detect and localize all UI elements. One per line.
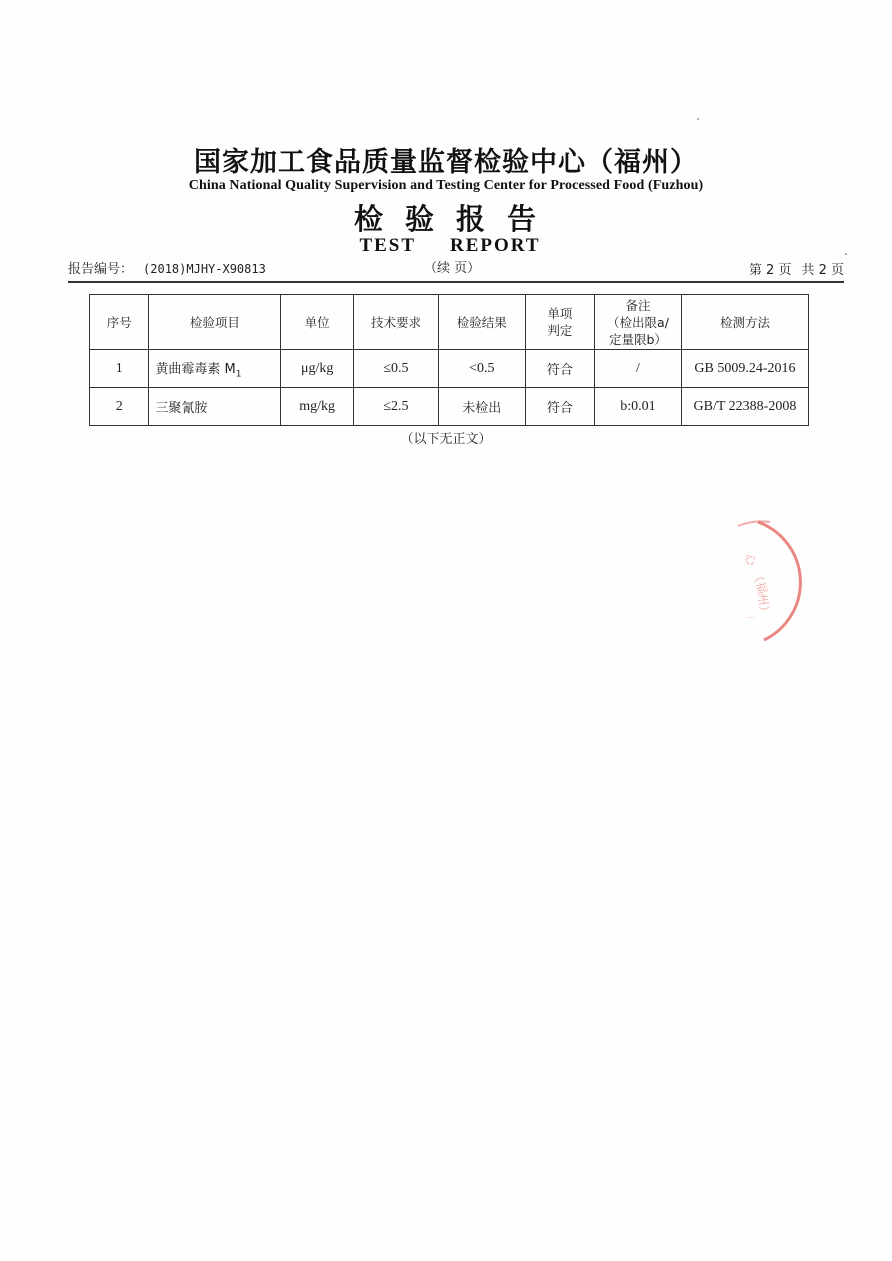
cell-remark: b:0.01 <box>595 388 682 426</box>
page-current: 第 2 页 <box>748 263 792 278</box>
seal-stamp-icon <box>708 512 848 652</box>
continuation-label: （续 页） <box>424 261 481 276</box>
results-table <box>89 294 809 426</box>
end-of-content-note: （以下无正文） <box>400 432 492 447</box>
report-number-value: (2018)MJHY-X90813 <box>143 262 266 276</box>
cell-judgement: 符合 <box>525 388 594 426</box>
report-number <box>68 258 266 277</box>
header-remark <box>595 295 682 350</box>
cell-result: 未检出 <box>438 388 525 426</box>
header-divider <box>68 281 844 283</box>
header-no: 序号 <box>90 295 149 350</box>
report-title-cn: 检验报告 <box>353 202 558 236</box>
page-indicator <box>749 259 844 278</box>
header-remark-line3: 定量限b） <box>609 331 667 347</box>
cell-unit: mg/kg <box>281 388 354 426</box>
header-remark-line1: 备注 <box>625 297 651 313</box>
page-total: 共 2 页 <box>801 263 844 278</box>
table-row <box>90 350 809 388</box>
header-judgement <box>525 295 594 350</box>
header-result: 检验结果 <box>438 295 525 350</box>
cell-item-text: 三聚氰胺 <box>155 401 208 416</box>
header-unit: 单位 <box>281 295 354 350</box>
svg-text:（福: （福 <box>749 568 770 596</box>
center-title-cn: 国家加工食品质量监督检验中心（福州） <box>194 147 698 178</box>
report-title-en-word2: REPORT <box>450 235 541 256</box>
cell-method: GB 5009.24-2016 <box>681 350 808 388</box>
cell-item-text: 黄曲霉毒素 M <box>155 361 236 377</box>
header-judgement-line1: 单项 <box>547 306 573 321</box>
report-number-label: 报告编号： <box>68 262 134 277</box>
cell-no: 1 <box>90 350 149 388</box>
cell-requirement: ≤0.5 <box>353 350 438 388</box>
report-title-en <box>0 235 892 257</box>
cell-item <box>149 388 281 426</box>
report-meta-row <box>68 256 844 278</box>
cell-no: 2 <box>90 388 149 426</box>
cell-judgement: 符合 <box>525 350 594 388</box>
cell-item-subscript: 1 <box>235 369 242 380</box>
cell-method: GB/T 22388-2008 <box>681 388 808 426</box>
header-remark-line2: （检出限a/ <box>607 314 669 330</box>
cell-item <box>149 350 281 388</box>
center-title-en: China National Quality Supervision and Testing Center for Processed Food (Fuzhou) <box>188 178 704 193</box>
cell-result: <0.5 <box>438 350 525 388</box>
table-row <box>90 388 809 426</box>
svg-text:心: 心 <box>741 550 760 569</box>
svg-text:...: ... <box>746 610 756 621</box>
header-item: 检验项目 <box>149 295 281 350</box>
svg-text:州）: 州） <box>755 592 773 619</box>
table-header-row <box>90 295 809 350</box>
scan-speck <box>697 118 699 120</box>
cell-remark: / <box>595 350 682 388</box>
cell-unit: μg/kg <box>281 350 354 388</box>
header-judgement-line2: 判定 <box>547 323 573 338</box>
report-title-en-word1: TEST <box>359 235 417 256</box>
header-requirement: 技术要求 <box>353 295 438 350</box>
header-method: 检测方法 <box>681 295 808 350</box>
cell-requirement: ≤2.5 <box>353 388 438 426</box>
